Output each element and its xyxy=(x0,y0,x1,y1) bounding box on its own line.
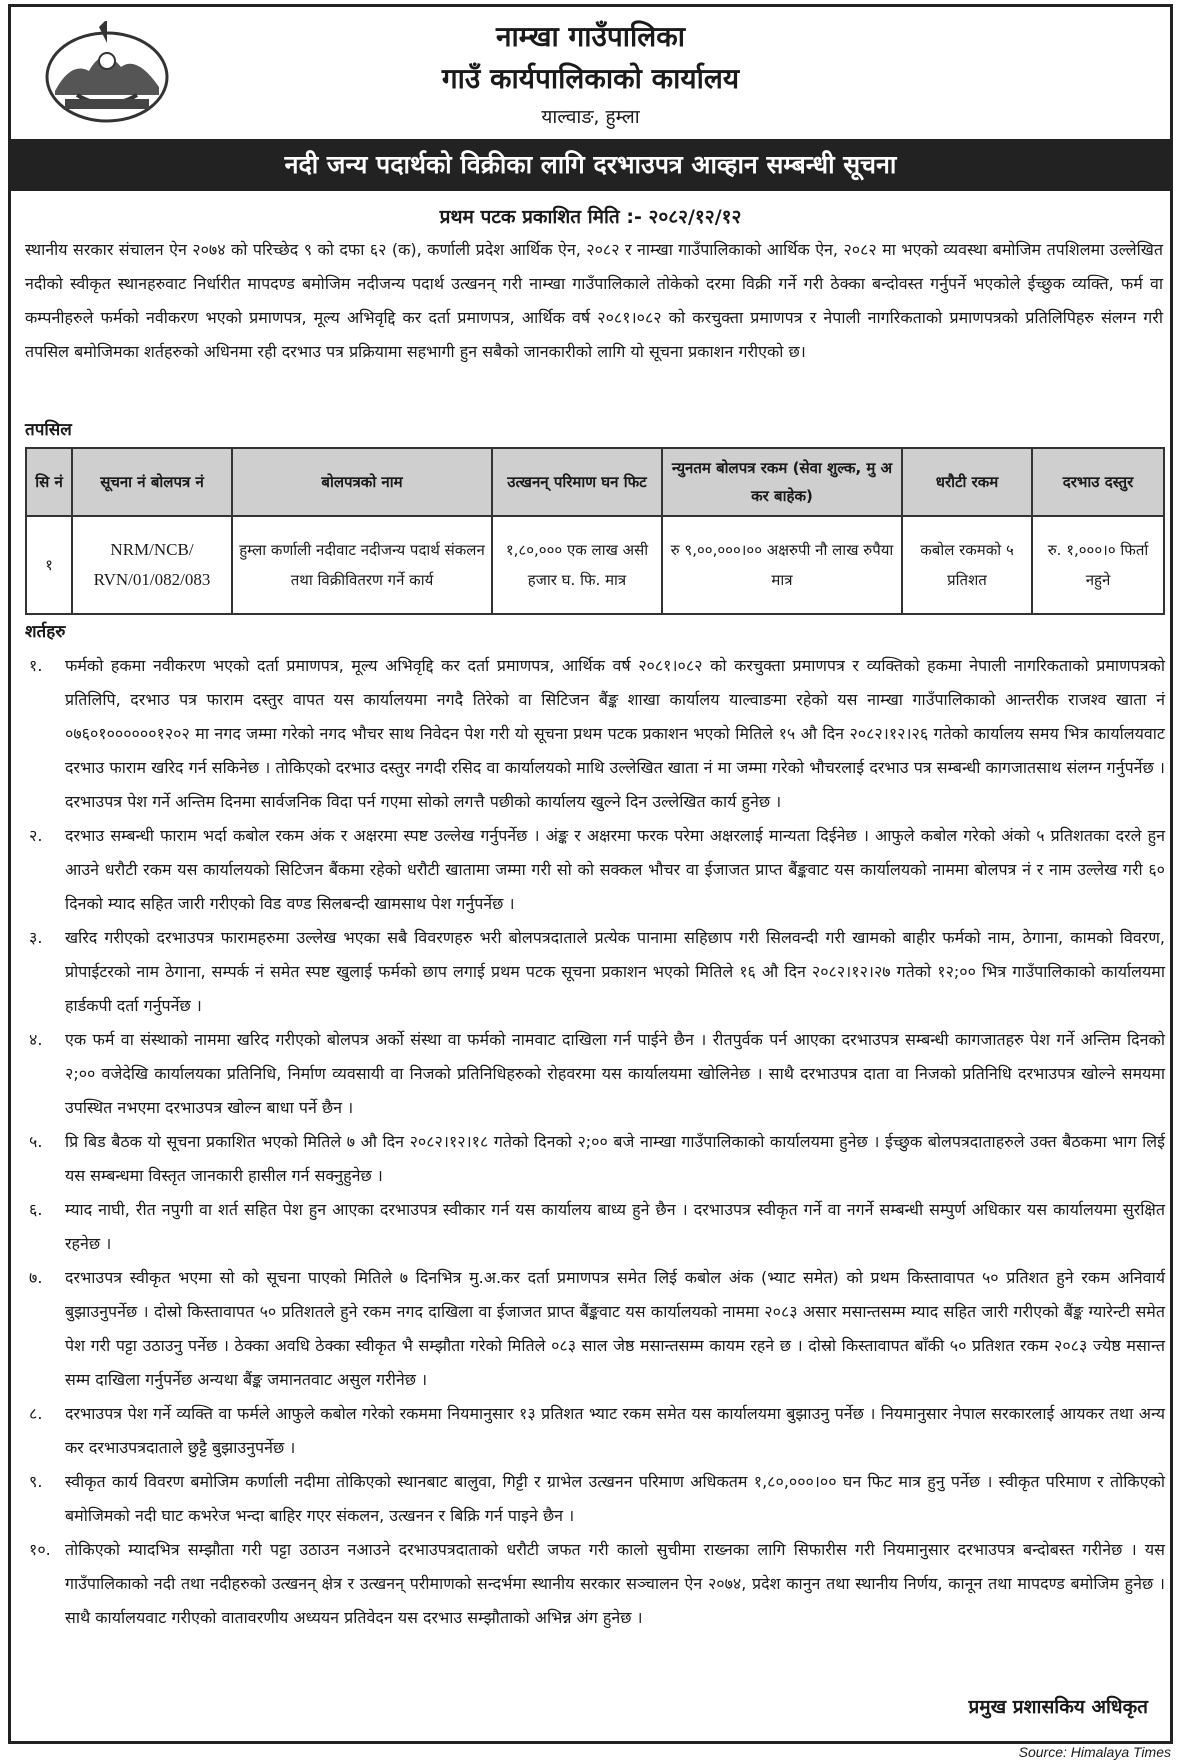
table-title: तपसिल xyxy=(25,420,72,440)
term-number: १०. xyxy=(29,1540,51,1559)
table-row xyxy=(26,516,1164,614)
cell-serial: १ xyxy=(26,516,72,614)
cell-notice-no: NRM/NCB/ RVN/01/082/083 xyxy=(72,516,232,614)
term-item xyxy=(25,1465,1165,1533)
term-text: दरभाउ सम्बन्धी फाराम भर्दा कबोल रकम अंक र अक्षरमा स्पष्ट उल्लेख गर्नुपर्नेछ । अंङ्क र अक्षरमा फरक परेमा अक्षरलाई मान्यता दिईनेछ । आफुले कबोल गरेको अंको ५ प्रतिशतका दरले हुन आउने धरौटी रकम यस कार्यालयको सिटिजन बैंकमा रहेको धरौटी खातामा जम्मा गरी सो को सक्कल भौचर वा ईजाजत प्राप्त बैंङ्कवाट यस कार्यालयको नाममा बोलपत्र नं र नाम उल्लेख गरी ६० दिनको म्याद सहित जारी गरीएको विड वण्ड सिलबन्दी खामसाथ पेश गर्नुपर्नेछ । xyxy=(65,826,1165,913)
term-item xyxy=(25,1261,1165,1397)
col-fee: दरभाउ दस्तुर xyxy=(1032,448,1164,516)
col-quantity: उत्खनन् परिमाण घन फिट xyxy=(492,448,662,516)
col-min-amount: न्युनतम बोलपत्र रकम (सेवा शुल्क, मु अ कर बाहेक) xyxy=(662,448,902,516)
term-number: ६. xyxy=(29,1200,43,1219)
term-text: फर्मको हकमा नवीकरण भएको दर्ता प्रमाणपत्र, मूल्य अभिवृद्दि कर दर्ता प्रमाणपत्र, आर्थिक वर्ष २०८१।०८२ को करचुक्ता प्रमाणपत्र र व्यक्तिको हकमा नेपाली नागरिकताको प्रमाणपत्रको प्रतिलिपि, दरभाउ पत्र फाराम दस्तुर वापत यस कार्यालयमा नगदै तिरेको वा सिटिजन बैंङ्क शाखा कार्यालय याल्वाङमा रहेको यस नाम्खा गाउँपालिकाको आन्तरीक राजश्व खाता नं ०७६०१००००००१२०२ मा नगद जम्मा गरेको नगद भौचर साथ निवेदन पेश गरी यो सूचना प्रथम पटक प्रकाशन भएको मितिले १५ औ दिन २०८२।१२।२६ गतेको कार्यालय समय भित्र कार्यालयवाट दरभाउ फाराम खरिद गर्न सकिनेछ । तोकिएको दरभाउ दस्तुर नगदी रसिद वा कार्यालयको माथि उल्लेखित खाता नं मा जम्मा गरेको भौचरलाई दरभाउ पत्र सम्बन्धी कागजातसाथ संलग्न गर्नुपर्नेछ । दरभाउपत्र पेश गर्ने अन्तिम दिनमा सार्वजनिक विदा पर्न गएमा सोको लगत्तै पछीको कार्यालय खुल्ने दिन उल्लेखित कार्य हुनेछ । xyxy=(65,656,1165,811)
source-credit: Source: Himalaya Times xyxy=(1018,1744,1171,1760)
col-serial: सि नं xyxy=(26,448,72,516)
term-text: दरभाउपत्र पेश गर्ने व्यक्ति वा फर्मले आफुले कबोल गरेको रकममा नियमानुसार १३ प्रतिशत भ्याट रकम समेत यस कार्यालयमा बुझाउनु पर्नेछ । नियमानुसार नेपाल सरकारलाई आयकर तथा अन्य कर दरभाउपत्रदाताले छुट्टै बुझाउनुपर्नेछ । xyxy=(65,1404,1165,1457)
term-item xyxy=(25,649,1165,819)
term-item xyxy=(25,1023,1165,1125)
term-item xyxy=(25,921,1165,1023)
cell-quantity: १,८०,००० एक लाख असी हजार घ. फि. मात्र xyxy=(492,516,662,614)
terms-title: शर्तहरु xyxy=(25,622,66,642)
cell-bid-name: हुम्ला कर्णाली नदीवाट नदीजन्य पदार्थ संकलन तथा विक्रीवितरण गर्ने कार्य xyxy=(232,516,492,614)
notice-header xyxy=(11,7,1170,135)
term-number: ५. xyxy=(29,1132,43,1151)
table-header-row xyxy=(26,448,1164,516)
term-number: ७. xyxy=(29,1268,43,1287)
bid-table xyxy=(25,447,1165,615)
term-item xyxy=(25,819,1165,921)
col-notice-no: सूचना नं बोलपत्र नं xyxy=(72,448,232,516)
notice-title-banner: नदी जन्य पदार्थको विक्रीका लागि दरभाउपत्र आव्हान सम्बन्धी सूचना xyxy=(11,139,1170,191)
term-number: १. xyxy=(29,656,43,675)
term-text: एक फर्म वा संस्थाको नाममा खरिद गरीएको बोलपत्र अर्को संस्था वा फर्मको नामवाट दाखिला गर्न पाईने छैन । रीतपुर्वक पर्न आएका दरभाउपत्र सम्बन्धी कागजातहरु पेश गर्ने अन्तिम दिनको २;०० वजेदेखि कार्यालयका प्रतिनिधि, निर्माण व्यवसायी वा निजको प्रतिनिधिहरुको रोहवरमा यस कार्यालयमा खोलिनेछ । साथै दरभाउपत्र दाता वा निजको प्रतिनिधि दरभाउपत्र खोल्ने समयमा उपस्थित नभएमा दरभाउपत्र खोल्न बाधा पर्ने छैन । xyxy=(65,1030,1165,1117)
term-text: खरिद गरीएको दरभाउपत्र फारामहरुमा उल्लेख भएका सबै विवरणहरु भरी बोलपत्रदाताले प्रत्येक पानामा सहिछाप गरी सिलवन्दी गरी खामको बाहीर फर्मको नाम, ठेगाना, कामको विवरण, प्रोपाईटरको नाम ठेगाना, सम्पर्क नं समेत स्पष्ट खुलाई फर्मको छाप लगाई प्रथम पटक सूचना प्रकाशन भएको मितिले १६ औ दिन २०८२।१२।२७ गतेको १२;०० भित्र गाउँपालिकाको कार्यालयमा हार्डकपी दर्ता गर्नुपर्नेछ । xyxy=(65,928,1165,1015)
signature-title: प्रमुख प्रशासकिय अधिकृत xyxy=(968,1696,1148,1718)
term-number: ३. xyxy=(29,928,43,947)
office-name: नाम्खा गाउँपालिका xyxy=(495,20,685,53)
term-number: ४. xyxy=(29,1030,43,1049)
term-number: ८. xyxy=(29,1404,43,1423)
notice-page xyxy=(8,4,1173,1744)
office-subtitle: गाउँ कार्यपालिकाको कार्यालय xyxy=(441,62,740,95)
term-text: तोकिएको म्यादभित्र सम्झौता गरी पट्टा उठाउन नआउने दरभाउपत्रदाताको धरौटी जफत गरी कालो सुचीमा राख्नका लागि सिफारीस गरी नियमानुसार दरभाउपत्र बन्दोबस्त गरीनेछ । यस गाउँपालिकाको नदी तथा नदीहरुको उत्खनन् क्षेत्र र उत्खनन् परीमाणको सन्दर्भमा स्थानीय सरकार सञ्चालन ऐन २०७४, प्रदेश कानुन तथा स्थानीय निर्णय, कानून तथा मापदण्ड बमोजिम हुनेछ । साथै कार्यालयवाट गरीएको वातावरणीय अध्ययन प्रतिवेदन यस दरभाउ सम्झौताको अभिन्न अंग हुनेछ । xyxy=(65,1540,1165,1627)
cell-min-amount: रु ९,००,०००।०० अक्षरुपी नौ लाख रुपैया मात्र xyxy=(662,516,902,614)
terms-list xyxy=(25,649,1165,1635)
term-item xyxy=(25,1193,1165,1261)
term-item xyxy=(25,1125,1165,1193)
col-deposit: धरौटी रकम xyxy=(902,448,1032,516)
term-item xyxy=(25,1533,1165,1635)
office-location: याल्वाङ, हुम्ला xyxy=(541,106,640,128)
cell-fee: रु. १,०००।० फिर्ता नहुने xyxy=(1032,516,1164,614)
intro-paragraph: स्थानीय सरकार संचालन ऐन २०७४ को परिच्छेद ९ को दफा ६२ (क), कर्णाली प्रदेश आर्थिक ऐन, २०८२ र नाम्खा गाउँपालिकाको आर्थिक ऐन, २०८२ मा भएको व्यवस्था बमोजिम तपशिलमा उल्लेखित नदीको स्वीकृत स्थानहरुवाट निर्धारीत मापदण्ड बमोजिम नदीजन्य पदार्थ उत्खनन् गरी नाम्खा गाउँपालिकाले तोकेको दरमा विक्री गर्ने गरी ठेक्का बन्दोवस्त गर्नुपर्ने भएकोले ईच्छुक व्यक्ति, फर्म वा कम्पनीहरुले फर्मको नवीकरण भएको प्रमाणपत्र, मूल्य अभिवृद्दि कर दर्ता प्रमाणपत्र, आर्थिक वर्ष २०८१।०८२ को करचुक्ता प्रमाणपत्र र नेपाली नागरिकताको प्रमाणपत्रको प्रतिलिपिहरु संलग्न गरी तपसिल बमोजिमका शर्तहरुको अधिनमा रही दरभाउ पत्र प्रक्रियामा सहभागी हुन सबैको जानकारीको लागि यो सूचना प्रकाशन गरीएको छ। xyxy=(25,240,1163,361)
col-bid-name: बोलपत्रको नाम xyxy=(232,448,492,516)
term-text: प्रि बिड बैठक यो सूचना प्रकाशित भएको मितिले ७ औ दिन २०८२।१२।१८ गतेको दिनको २;०० बजे नाम्खा गाउँपालिकाको कार्यालयमा हुनेछ । ईच्छुक बोलपत्रदाताहरुले उक्त बैठकमा भाग लिई यस सम्बन्धमा विस्तृत जानकारी हासील गर्न सक्नुहुनेछ । xyxy=(65,1132,1165,1185)
cell-deposit: कबोल रकमको ५ प्रतिशत xyxy=(902,516,1032,614)
term-text: दरभाउपत्र स्वीकृत भएमा सो को सूचना पाएको मितिले ७ दिनभित्र मु.अ.कर दर्ता प्रमाणपत्र समेत लिई कबोल अंक (भ्याट समेत) को प्रथम किस्तावापत ५० प्रतिशत हुने रकम अनिवार्य बुझाउनुपर्नेछ । दोस्रो किस्तावापत ५० प्रतिशतले हुने रकम नगद दाखिला वा ईजाजत प्राप्त बैंङ्कवाट यस कार्यालयको नाममा २०८३ असार मसान्तसम्म म्याद सहित जारी गरीएको बैंङ्क ग्यारेन्टी समेत पेश गरी पट्टा उठाउनु पर्नेछ । ठेक्का अवधि ठेक्का स्वीकृत भै सम्झौता गरेको मितिले ०८३ साल जेष्ठ मसान्तसम्म कायम रहने छ । दोस्रो किस्तावापत बाँकी ५० प्रतिशत रकम २०८३ ज्येष्ठ मसान्त सम्म दाखिला गर्नुपर्नेछ अन्यथा बैंङ्क जमानतवाट असुल गरीनेछ । xyxy=(65,1268,1165,1389)
term-number: २. xyxy=(29,826,43,845)
term-text: म्याद नाघी, रीत नपुगी वा शर्त सहित पेश हुन आएका दरभाउपत्र स्वीकार गर्न यस कार्यालय बाध्य हुने छैन । दरभाउपत्र स्वीकृत गर्ने वा नगर्ने सम्बन्धी सम्पुर्ण अधिकार यस कार्यालयमा सुरक्षित रहनेछ । xyxy=(65,1200,1165,1253)
term-item xyxy=(25,1397,1165,1465)
term-text: स्वीकृत कार्य विवरण बमोजिम कर्णाली नदीमा तोकिएको स्थानबाट बालुवा, गिट्टी र ग्राभेल उत्खनन परिमाण अधिकतम १,८०,०००।०० घन फिट मात्र हुनु पर्नेछ । स्वीकृत परिमाण र तोकिएको बमोजिमको नदी घाट कभरेज भन्दा बाहिर गएर संकलन, उत्खनन र बिक्रि गर्न पाइने छैन । xyxy=(65,1472,1165,1525)
term-number: ९. xyxy=(29,1472,43,1491)
publication-date: प्रथम पटक प्रकाशित मिति :- २०८२/१२/१२ xyxy=(439,206,742,228)
